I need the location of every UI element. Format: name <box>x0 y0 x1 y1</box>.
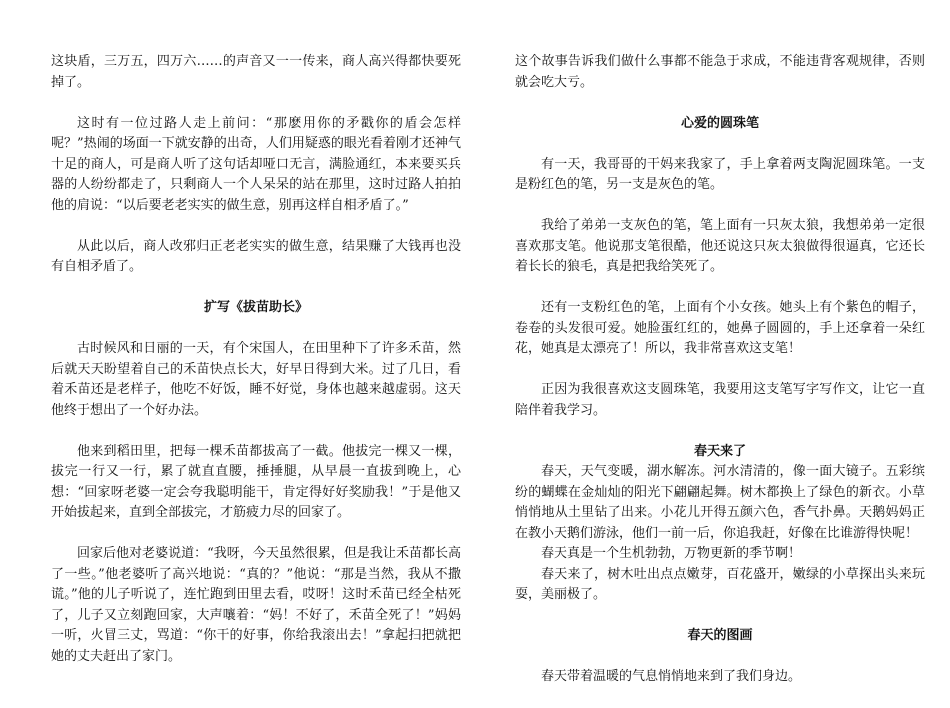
paragraph-pen-gift: 有一天，我哥哥的干妈来我家了，手上拿着两支陶泥圆珠笔。一支是粉红色的笔，另一支是灰色的笔。 <box>515 156 925 192</box>
paragraph-spring-trees: 春天来了，树木吐出点点嫩芽，百花盛开，嫩绿的小草探出头来玩耍，美丽极了。 <box>515 566 925 602</box>
paragraph-pen-pink: 还有一支粉红色的笔，上面有个小女孩。她头上有个紫色的帽子，卷卷的头发很可爱。她脸蛋红红的，她鼻子圆圆的，手上还拿着一朵红花，她真是太漂亮了！所以，我非常喜欢这支笔！ <box>515 300 925 356</box>
paragraph-bamiao-pulling: 他来到稻田里，把每一棵禾苗都拔高了一截。他拔完一棵又一棵，拔完一行又一行，累了就直直腰，捶捶腿，从早晨一直拔到晚上，心想：“回家呀老婆一定会夸我聪明能干，肯定得好好奖励我！”于是他又开始拔起来，直到全部拔完，才筋疲力尽的回家了。 <box>51 443 461 520</box>
paragraph-bamiao-intro: 古时候风和日丽的一天，有个宋国人，在田里种下了许多禾苗，然后就天天盼望着自己的禾苗快点长大，好早日得到大米。过了几日，看着禾苗还是老样子，他吃不好饭，睡不好觉，身体也越来越虚弱。这天他终于想出了一个好办法。 <box>51 341 461 418</box>
paragraph-bamiao-home: 回家后他对老婆说道：“我呀，今天虽然很累，但是我让禾苗都长高了一些。”他老婆听了高兴地说：“真的？”他说：“那是当然，我从不撒谎。”他的儿子听说了，连忙跑到田里去看，哎呀！这时禾苗已经全枯死了，儿子又立刻跑回家，大声嚷着：“妈！不好了，禾苗全死了！”妈妈一听，火冒三丈，骂道：“你干的好事，你给我滚出去！”拿起扫把就把她的丈夫赶出了家门。 <box>51 546 461 664</box>
essay-title-spring-picture: 春天的图画 <box>687 628 753 643</box>
left-column <box>51 52 461 688</box>
paragraph-shield-price: 这块盾，三万五，四万六……的声音又一一传来，商人高兴得都快要死掉了。 <box>51 54 461 90</box>
paragraph-bamiao-moral: 这个故事告诉我们做什么事都不能急于求成，不能违背客观规律，否则就会吃大亏。 <box>515 54 925 90</box>
paragraph-passerby-question: 这时有一位过路人走上前问：“那麽用你的矛戳你的盾会怎样呢？”热闹的场面一下就安静的出奇，人们用疑惑的眼光看着刚才还神气十足的商人，可是商人听了这句话却哑口无言，满脸通红，本来要买兵器的人纷纷都走了，只剩商人一个人呆呆的站在那里，这时过路人拍拍他的肩说：“以后要老老实实的做生意，别再这样自相矛盾了。” <box>51 115 461 213</box>
paragraph-spring-picture: 春天带着温暖的气息悄悄地来到了我们身边。 <box>541 669 802 684</box>
paragraph-pen-ending: 正因为我很喜欢这支圆珠笔，我要用这支笔写字写作文，让它一直陪伴着我学习。 <box>515 382 925 418</box>
paragraph-merchant-reform: 从此以后，商人改邪归正老老实实的做生意，结果赚了大钱再也没有自相矛盾了。 <box>51 238 461 274</box>
right-column <box>515 52 925 708</box>
essay-title-spring: 春天来了 <box>693 443 746 459</box>
paragraph-pen-grey: 我给了弟弟一支灰色的笔，笔上面有一只灰太狼，我想弟弟一定很喜欢那支笔。他说那支笔很酷，他还说这只灰太狼做得很逼真，它还长着长长的狼毛，真是把我给笑死了。 <box>515 218 925 274</box>
essay-title-bamiao: 扩写《拔苗助长》 <box>203 300 308 315</box>
essay-title-pen: 心爱的圆珠笔 <box>680 115 759 131</box>
paragraph-spring-exclaim: 春天真是一个生机勃勃，万物更新的季节啊！ <box>541 546 802 561</box>
paragraph-spring-scene: 春天，天气变暖，湖水解冻。河水清清的，像一面大镜子。五彩缤纷的蝴蝶在金灿灿的阳光下翩翩起舞。树木都换上了绿色的新衣。小草悄悄地从土里钻了出来。小花儿开得五颜六色，香气扑鼻。天鹅妈妈正在教小天鹅们游泳，他们一前一后，你追我赶，好像在比谁游得快呢！ <box>515 464 925 541</box>
